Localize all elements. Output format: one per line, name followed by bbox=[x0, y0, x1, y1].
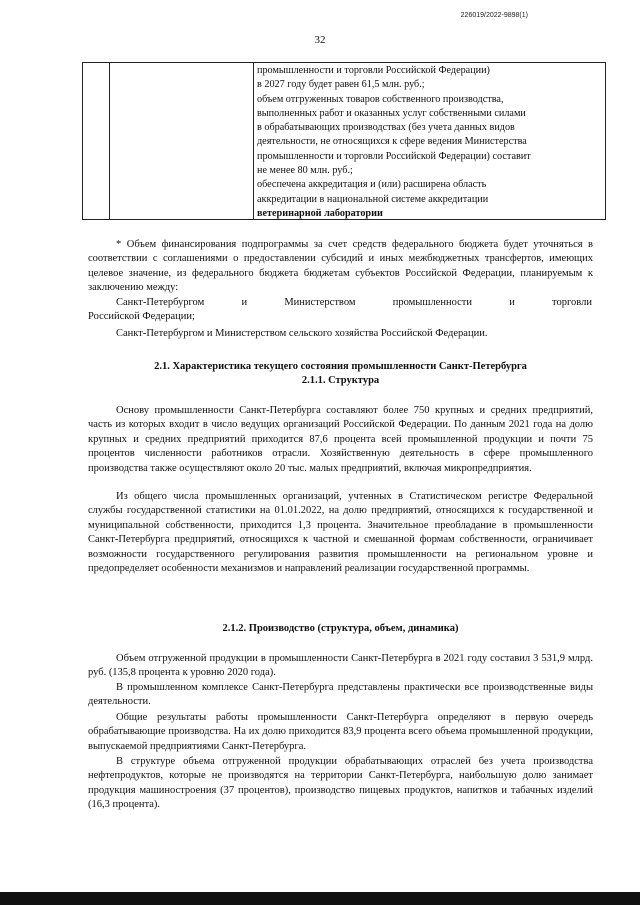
continuation-table bbox=[82, 62, 606, 220]
table-line: в обрабатывающих производствах (без учета данных видов bbox=[257, 122, 515, 134]
table-line: выполненных работ и оказанных услуг собственными силами bbox=[257, 107, 526, 119]
footnote-paragraph: Санкт-Петербургом и Министерством сельского хозяйства Российской Федерации. bbox=[116, 328, 488, 339]
table-line: не менее 80 млн. руб.; bbox=[257, 165, 353, 177]
footnote-word: Министерством bbox=[284, 297, 356, 308]
table-cell-name bbox=[109, 63, 254, 219]
page-number: 32 bbox=[314, 34, 326, 46]
footnote-word: промышленности bbox=[392, 297, 472, 308]
footnote-line: Российской Федерации; bbox=[88, 311, 195, 322]
footnote-word: и bbox=[509, 297, 515, 308]
scan-edge bbox=[0, 892, 640, 905]
footnote-paragraph: * Объем финансирования подпрограммы за счет средств федерального бюджета будет уточняться в соответствии с соглашениями о предоставлении субсидий и иных межбюджетных трансфертов, имеющих целевое значение, из федерального бюджета бюджетам субъектов Российской Федерации, планируемым к заключению между: bbox=[88, 239, 593, 294]
table-line: аккредитации в национальной системе аккредитации bbox=[257, 193, 489, 205]
footnote-justified-line bbox=[116, 296, 592, 310]
body-paragraph: Основу промышленности Санкт-Петербурга составляют более 750 крупных и средних предприятий, часть из которых входит в число ведущих организаций Российской Федерации. По данным 2021 года на долю крупных и средних предприятий приходится 87,6 процента всей промышленной продукции и почти 75 процентов численности работников отрасли. Хозяйственную деятельность в сфере промышленного производства также осуществляют около 20 тыс. малых предприятий, включая микропредприятия. bbox=[88, 405, 593, 474]
footnote-word: Санкт-Петербургом bbox=[116, 297, 205, 308]
table-line: деятельности, не относящихся к сфере ведения Министерства bbox=[257, 136, 527, 148]
body-paragraph: Из общего числа промышленных организаций, учтенных в Статистическом регистре Федеральной службы государственной статистики на 01.01.2022, на долю предприятий, относящихся к государственной и муниципальной собственности, приходится 1,3 процента. Значительное преобладание в промышленности Санкт-Петербурга предприятий, относящихся к частной и смешанной формам собственности, ограничивает возможности государственного регулирования развития промышленности на региональном уровне и предопределяет особенности механизмов и направлений реализации государственной программы. bbox=[88, 491, 593, 575]
body-paragraph: В структуре объема отгруженной продукции обрабатывающих отраслей без учета производства нефтепродуктов, которые не производятся на территории Санкт-Петербурга, наибольшую долю занимает продукция машиностроения (37 процентов), производство пищевых продуктов, напитков и табачных изделий (16,3 процента). bbox=[88, 756, 593, 811]
table-line: ветеринарной лаборатории bbox=[257, 207, 383, 219]
table-line: в 2027 году будет равен 61,5 млн. руб.; bbox=[257, 79, 425, 91]
table-line: промышленности и торговли Российской Федерации) составит bbox=[257, 150, 531, 162]
table-line: промышленности и торговли Российской Федерации) bbox=[257, 65, 490, 76]
footnote-word: и bbox=[241, 297, 248, 308]
table-cell-results bbox=[254, 63, 605, 219]
document-id: 226019/2022-9898(1) bbox=[460, 12, 528, 19]
subsection-heading: 2.1.1. Структура bbox=[301, 375, 380, 386]
subsection-heading: 2.1.2. Производство (структура, объем, динамика) bbox=[222, 623, 459, 634]
body-paragraph: Общие результаты работы промышленности Санкт-Петербурга определяют в первую очередь обрабатывающие производства. На их долю приходится 83,9 процента всего объема промышленной продукции, выпускаемой предприятиями Санкт-Петербурга. bbox=[88, 712, 593, 752]
table-line: обеспечена аккредитация и (или) расширена область bbox=[257, 179, 487, 191]
section-heading: 2.1. Характеристика текущего состояния промышленности Санкт-Петербурга bbox=[154, 361, 527, 372]
table-cell-index bbox=[83, 63, 110, 219]
body-paragraph: Объем отгруженной продукции в промышленности Санкт-Петербурга в 2021 году составил 3 531,9 млрд. руб. (135,8 процента к уровню 2020 года). bbox=[88, 653, 593, 679]
body-paragraph: В промышленном комплексе Санкт-Петербурга представлены практически все производственные виды деятельности. bbox=[88, 682, 593, 708]
table-line: объем отгруженных товаров собственного производства, bbox=[257, 93, 504, 105]
footnote-word: торговли bbox=[552, 297, 592, 308]
